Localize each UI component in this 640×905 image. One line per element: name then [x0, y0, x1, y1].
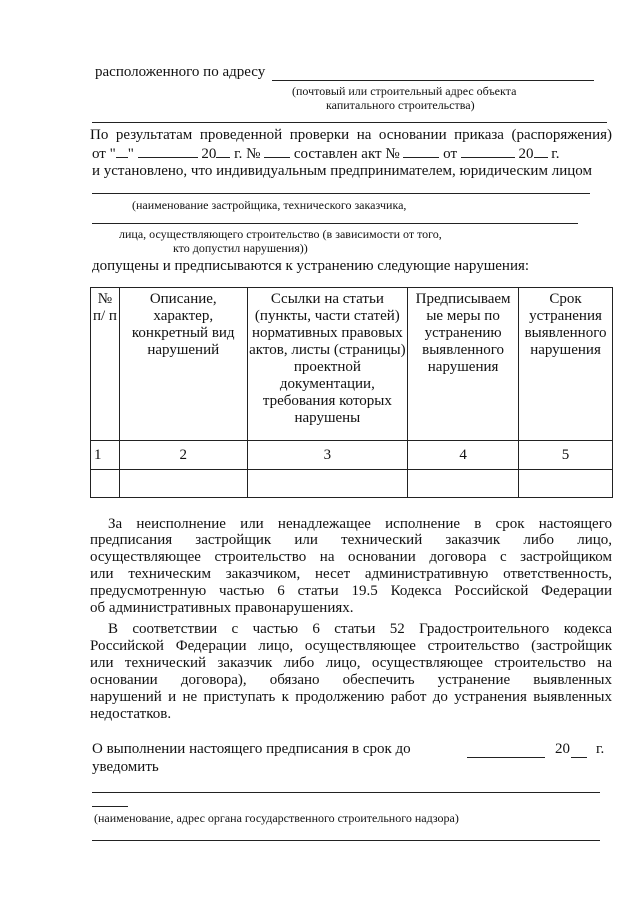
- table-row[interactable]: [91, 470, 613, 498]
- address-caption-1: (почтовый или строительный адрес объекта: [292, 84, 517, 98]
- builder-caption-2: лица, осуществляющего строительство (в зависимости от того,: [119, 227, 442, 241]
- authority-caption: (наименование, адрес органа государственного строительного надзора): [94, 811, 459, 825]
- day-field[interactable]: [116, 145, 128, 158]
- para1-line-6: об административных правонарушениях.: [90, 600, 354, 616]
- builder-caption-3: кто допустил нарушения)): [173, 241, 308, 255]
- deadline-year-field[interactable]: [571, 757, 587, 758]
- month-field[interactable]: [138, 145, 198, 158]
- header-description: Описание, характер, конкретный вид нарушений: [119, 288, 247, 441]
- para1-line-1: За неисполнение или ненадлежащее исполнение в срок настоящего: [108, 516, 612, 532]
- para1-line-5: предусмотренную частью 6 статьи 19.5 Кодекса Российской Федерации: [90, 583, 612, 599]
- builder-line-2[interactable]: [92, 223, 578, 224]
- builder-caption-1: (наименование застройщика, технического заказчика,: [132, 198, 407, 212]
- para2-line-1: В соответствии с частью 6 статьи 52 Градостроительного кодекса: [108, 621, 612, 637]
- address-label: расположенного по адресу: [95, 64, 266, 80]
- table-cell[interactable]: [119, 470, 247, 498]
- deadline-date-field[interactable]: [467, 757, 545, 758]
- para2-line-5: нарушений и не приступать к продолжению работ до устранения выявленных: [90, 689, 612, 705]
- col-number-2: 2: [119, 441, 247, 470]
- para1-line-4: или техническим заказчиком, несет административную ответственность,: [90, 566, 612, 582]
- col-number-3: 3: [247, 441, 408, 470]
- para2-line-6: недостатков.: [90, 706, 172, 722]
- authority-line-stub: [92, 806, 128, 807]
- order-number-field[interactable]: [264, 145, 290, 158]
- para1-line-2: предписания застройщик или технический заказчик либо лицо,: [90, 532, 612, 548]
- header-number: № п/ п: [91, 288, 120, 441]
- deadline-text: О выполнении настоящего предписания в срок до: [92, 741, 411, 757]
- deadline-year-suffix: г.: [596, 741, 605, 757]
- separator-line: [92, 122, 607, 123]
- violations-intro: допущены и предписываются к устранению следующие нарушения:: [92, 258, 530, 274]
- year-field[interactable]: [216, 145, 230, 158]
- table-cell[interactable]: [408, 470, 519, 498]
- builder-line-1[interactable]: [92, 193, 590, 194]
- act-year-field[interactable]: [534, 145, 548, 158]
- address-line[interactable]: [272, 80, 594, 81]
- address-caption-2: капитального строительства): [326, 98, 475, 112]
- table-cell[interactable]: [247, 470, 408, 498]
- act-number-field[interactable]: [403, 145, 439, 158]
- para2-line-3: или технический заказчик либо лицо, осуществляющее строительство на: [90, 655, 612, 671]
- table-cell[interactable]: [91, 470, 120, 498]
- authority-line-1[interactable]: [92, 792, 600, 793]
- violations-table: [90, 287, 613, 498]
- para1-line-3: осуществляющее строительство на основании договора с застройщиком: [90, 549, 612, 565]
- notify-label: уведомить: [92, 759, 159, 775]
- act-date-field[interactable]: [461, 145, 515, 158]
- col-number-1: 1: [91, 441, 120, 470]
- header-measures: Предписываем ые меры по устранению выявленного нарушения: [408, 288, 519, 441]
- col-number-4: 4: [408, 441, 519, 470]
- table-number-row: [91, 441, 613, 470]
- header-references: Ссылки на статьи (пункты, части статей) нормативных правовых актов, листы (страницы) проектной документации, требования которых нарушены: [247, 288, 408, 441]
- para2-line-4: основании договора), обязано обеспечить устранение выявленных: [90, 672, 612, 688]
- table-cell[interactable]: [519, 470, 613, 498]
- header-deadline: Срок устранения выявленного нарушения: [519, 288, 613, 441]
- check-line-2: от " " 20 г. № составлен акт № от 20 г.: [92, 146, 560, 162]
- table-header-row: [91, 288, 613, 441]
- authority-line-2[interactable]: [92, 840, 600, 841]
- check-line-3: и установлено, что индивидуальным предпринимателем, юридическим лицом: [92, 163, 592, 179]
- check-line-1: По результатам проведенной проверки на основании приказа (распоряжения): [90, 127, 612, 143]
- col-number-5: 5: [519, 441, 613, 470]
- deadline-year: 20: [555, 741, 570, 757]
- para2-line-2: Российской Федерации лицо, осуществляющее строительство (застройщик: [90, 638, 612, 654]
